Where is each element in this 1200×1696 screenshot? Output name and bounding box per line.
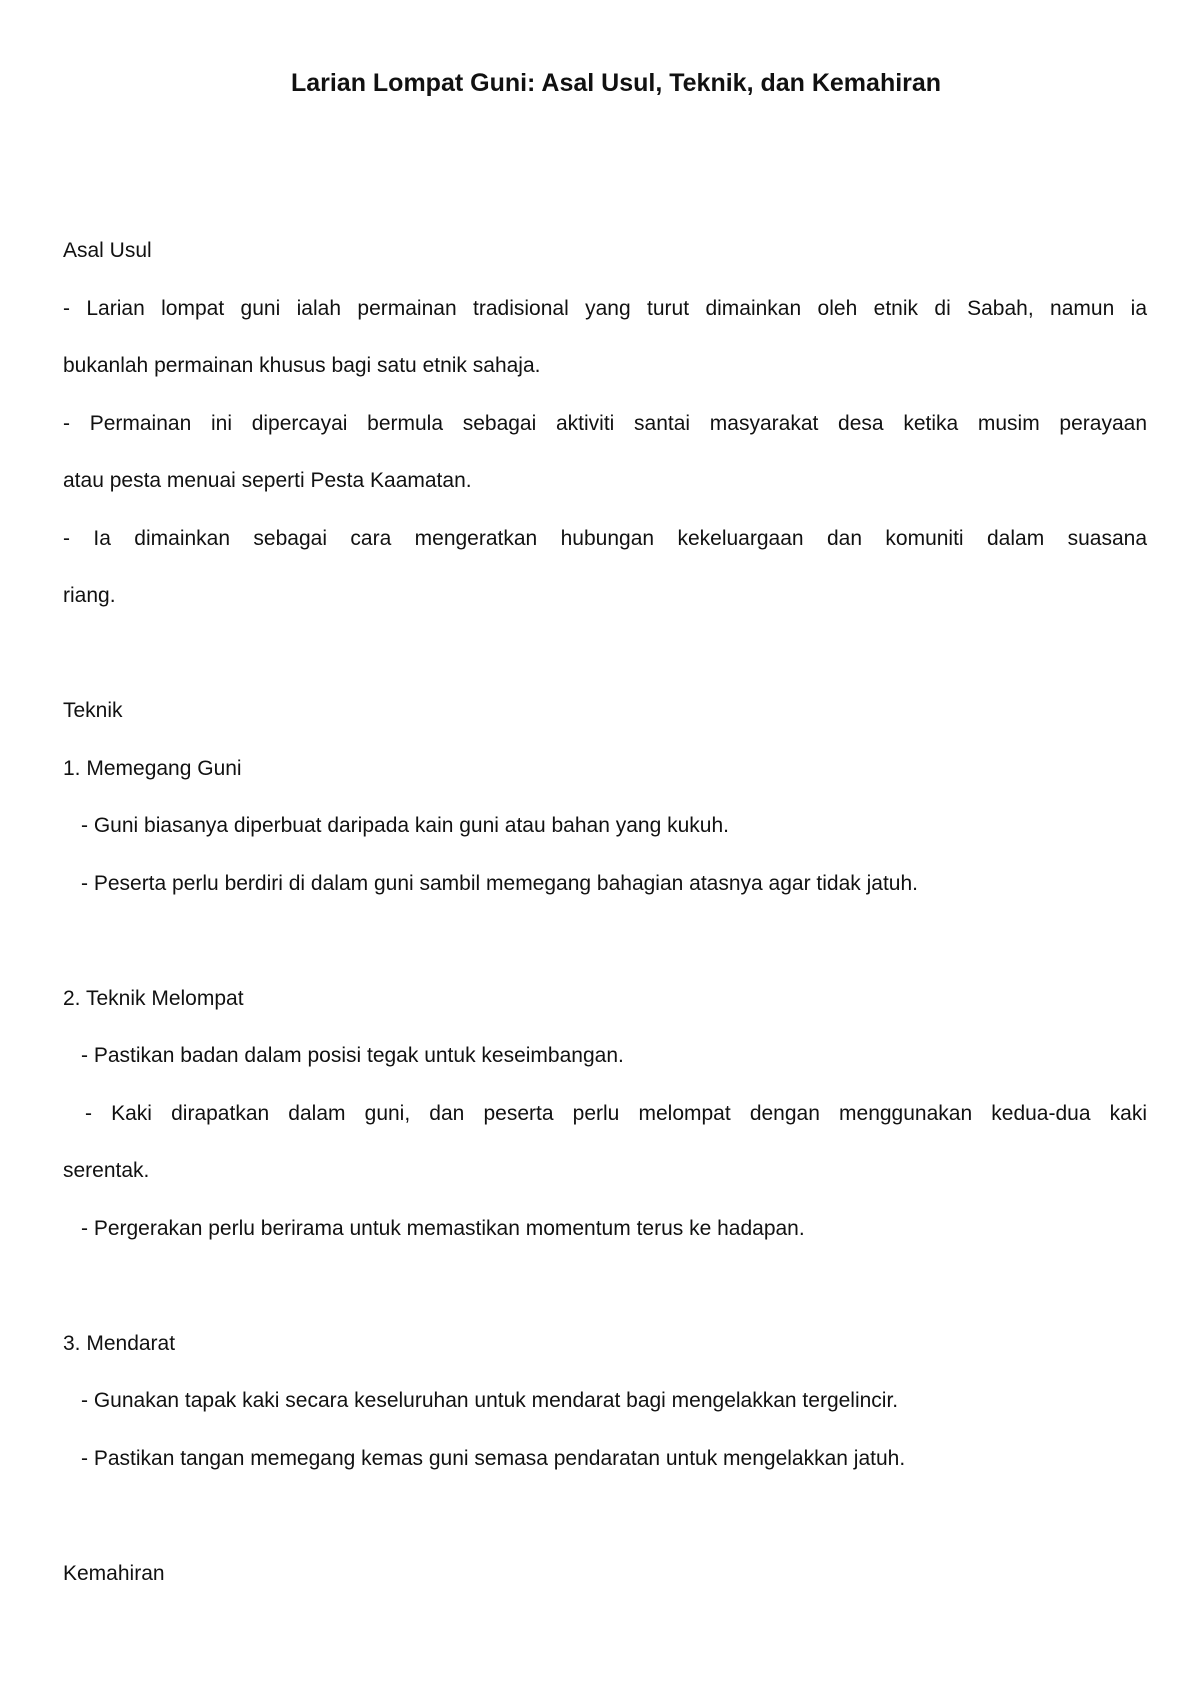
paragraph-line: bukanlah permainan khusus bagi satu etnik sahaja. (63, 354, 541, 377)
bullet-line: - Pastikan badan dalam posisi tegak untuk keseimbangan. (81, 1044, 624, 1067)
document-body (63, 236, 1147, 1616)
bullet-line: - Kaki dirapatkan dalam guni, dan peserta perlu melompat dengan menggunakan kedua-dua kaki (85, 1101, 1147, 1125)
spacer (63, 926, 1147, 984)
paragraph-line: - Larian lompat guni ialah permainan tradisional yang turut dimainkan oleh etnik di Sabah, namun ia (63, 296, 1147, 320)
paragraph-line: - Ia dimainkan sebagai cara mengeratkan hubungan kekeluargaan dan komuniti dalam suasana (63, 526, 1147, 550)
bullet-line: - Peserta perlu berdiri di dalam guni sambil memegang bahagian atasnya agar tidak jatuh. (81, 871, 918, 895)
bullet-line: - Guni biasanya diperbuat daripada kain guni atau bahan yang kukuh. (81, 814, 729, 837)
spacer (63, 639, 1147, 697)
paragraph-line: atau pesta menuai seperti Pesta Kaamatan. (63, 469, 472, 492)
spacer (63, 1501, 1147, 1559)
section-heading-kemahiran: Kemahiran (63, 1561, 165, 1585)
section-heading-asal-usul: Asal Usul (63, 239, 152, 262)
bullet-line: - Gunakan tapak kaki secara keseluruhan untuk mendarat bagi mengelakkan tergelincir. (81, 1389, 899, 1412)
bullet-line: - Pergerakan perlu berirama untuk memastikan momentum terus ke hadapan. (81, 1216, 805, 1240)
spacer (63, 1271, 1147, 1329)
subsection-heading-teknik-melompat: 2. Teknik Melompat (63, 986, 244, 1010)
section-heading-teknik: Teknik (63, 699, 123, 722)
paragraph-line: riang. (63, 584, 116, 607)
paragraph-line: - Permainan ini dipercayai bermula sebagai aktiviti santai masyarakat desa ketika musim perayaan (63, 411, 1147, 435)
document-title: Larian Lompat Guni: Asal Usul, Teknik, dan Kemahiran (290, 69, 942, 97)
bullet-line-continued: serentak. (63, 1159, 150, 1182)
subsection-heading-mendarat: 3. Mendarat (63, 1331, 176, 1355)
subsection-heading-memegang-guni: 1. Memegang Guni (63, 756, 242, 780)
bullet-line: - Pastikan tangan memegang kemas guni semasa pendaratan untuk mengelakkan jatuh. (81, 1446, 906, 1470)
